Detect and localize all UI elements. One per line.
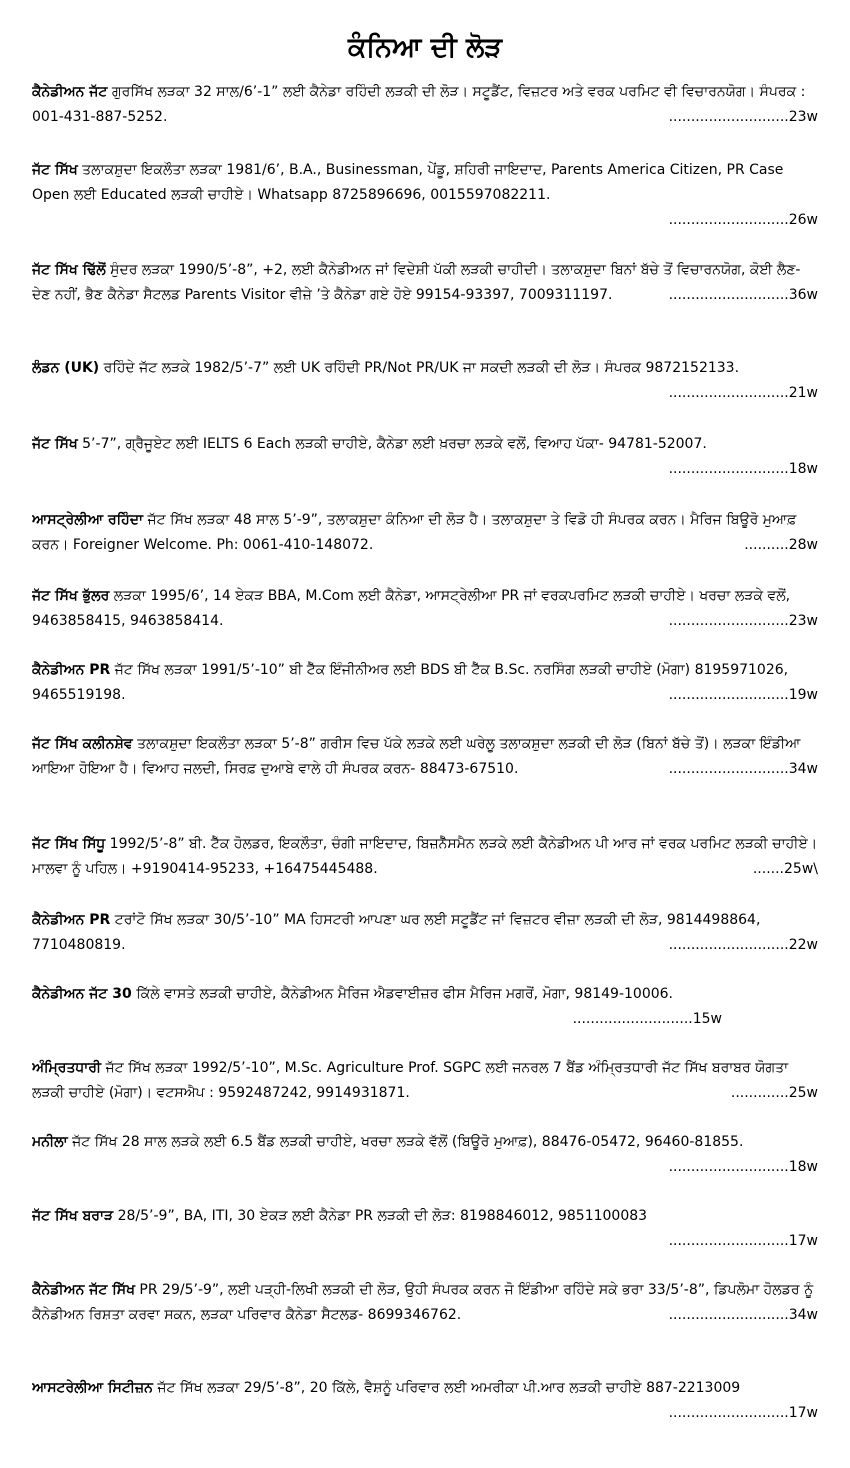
classifieds-page [32, 28, 818, 1421]
ad-2 [32, 158, 818, 233]
ad-body: ਰਹਿੰਦੇ ਜੱਟ ਲੜਕੇ 1982/5’-7” ਲਈ UK ਰਹਿੰਦੀ PR/Not PR/UK ਜਾ ਸਕਦੀ ਲੜਕੀ ਦੀ ਲੋੜ। ਸੰਪਰਕ 9872152133. [99, 360, 740, 376]
ad-lead: ਅੰਮ੍ਰਿਤਧਾਰੀ [32, 1060, 102, 1076]
ad-lead: ਜੱਟ ਸਿੱਖ ਭੁੱਲਰ [32, 588, 110, 604]
ad-body: ਜੱਟ ਸਿੱਖ ਲੜਕਾ 1992/5’-10”, M.Sc. Agriculture Prof. SGPC ਲਈ ਜਨਰਲ 7 ਬੈਂਡ ਅੰਮ੍ਰਿਤਧਾਰੀ ਜੱਟ ਸਿੱਖ ਬਰਾਬਰ ਯੋਗਤਾ ਲੜਕੀ ਚਾਹੀਏ (ਮੋਗਾ)। ਵਟਸਐਪ : 9592487242, 9914931871. [32, 1060, 789, 1101]
ad-11 [32, 908, 818, 958]
ad-4 [32, 356, 818, 406]
ad-code: ...........................19w [668, 687, 818, 703]
page-title: ਕੰਨਿਆ ਦੀ ਲੋੜ [347, 32, 503, 63]
ad-5 [32, 432, 818, 482]
ad-lead: ਕੈਨੇਡੀਅਨ ਜੱਟ [32, 84, 108, 100]
ad-lead: ਜੱਟ ਸਿੱਖ ਸਿੱਧੂ [32, 836, 106, 852]
ad-8 [32, 658, 818, 708]
ad-body: ਜੱਟ ਸਿੱਖ ਲੜਕਾ 48 ਸਾਲ 5’-9”, ਤਲਾਕਸ਼ੁਦਾ ਕੰਨਿਆ ਦੀ ਲੋੜ ਹੈ। ਤਲਾਕਸ਼ੁਦਾ ਤੇ ਵਿਡੋ ਹੀ ਸੰਪਰਕ ਕਰਨ। ਮੈਰਿਜ ਬਿਊਰੋ ਮੁਆਫ਼ ਕਰਨ। Foreigner Welcome. Ph: 0061-410-148072. [32, 512, 797, 553]
ad-body: ਸੁੰਦਰ ਲੜਕਾ 1990/5’-8”, +2, ਲਈ ਕੈਨੇਡੀਅਨ ਜਾਂ ਵਿਦੇਸ਼ੀ ਪੱਕੀ ਲੜਕੀ ਚਾਹੀਦੀ। ਤਲਾਕਸ਼ੁਦਾ ਬਿਨਾਂ ਬੱਚੇ ਤੋਂ ਵਿਚਾਰਨਯੋਗ, ਕੋਈ ਲੈਣ-ਦੇਣ ਨਹੀਂ, ਭੈਣ ਕੈਨੇਡਾ ਸੈਟਲਡ Parents Visitor ਵੀਜ਼ੇ ’ਤੇ ਕੈਨੇਡਾ ਗਏ ਹੋਏ 99154-93397, 7009311197. [32, 262, 801, 303]
ad-6 [32, 508, 818, 558]
ad-16 [32, 1278, 818, 1328]
ad-code: ..........28w [744, 537, 818, 553]
ad-lead: ਜੱਟ ਸਿੱਖ ਬਰਾੜ [32, 1208, 114, 1224]
ad-body: ਟਰਾਂਟੋ ਸਿੱਖ ਲੜਕਾ 30/5’-10” MA ਹਿਸਟਰੀ ਆਪਣਾ ਘਰ ਲਈ ਸਟੂਡੈਂਟ ਜਾਂ ਵਿਜ਼ਟਰ ਵੀਜ਼ਾ ਲੜਕੀ ਦੀ ਲੋੜ, 9814498864, 7710480819. [32, 912, 761, 953]
ad-body: ਲੜਕਾ 1995/6’, 14 ਏਕੜ BBA, M.Com ਲਈ ਕੈਨੇਡਾ, ਆਸਟ੍ਰੇਲੀਆ PR ਜਾਂ ਵਰਕਪਰਮਿਟ ਲੜਕੀ ਚਾਹੀਏ। ਖਰਚਾ ਲੜਕੇ ਵਲੋਂ, 9463858415, 9463858414. [32, 588, 791, 629]
ad-lead: ਲੰਡਨ (UK) [32, 360, 100, 376]
ad-code: ...........................18w [668, 461, 818, 477]
ad-15 [32, 1204, 818, 1254]
ad-code: .......25w\ [752, 861, 818, 877]
ad-code: ...........................23w [668, 613, 818, 629]
ad-code: ...........................17w [668, 1405, 818, 1421]
ad-code: ...........................36w [668, 287, 818, 303]
ad-lead: ਕੈਨੇਡੀਅਨ ਜੱਟ 30 [32, 986, 132, 1002]
ad-17 [32, 1376, 818, 1426]
ad-12 [32, 982, 818, 1032]
ad-lead: ਮਨੀਲਾ [32, 1134, 68, 1150]
ad-body: ਜੱਟ ਸਿੱਖ ਲੜਕਾ 1991/5’-10” ਬੀ ਟੈੱਕ ਇੰਜੀਨੀਅਰ ਲਈ BDS ਬੀ ਟੈੱਕ B.Sc. ਨਰਸਿੰਗ ਲੜਕੀ ਚਾਹੀਏ (ਮੋਗਾ) 8195971026, 9465519198. [32, 662, 789, 703]
ad-body: ਜੱਟ ਸਿੱਖ ਲੜਕਾ 29/5’-8”, 20 ਕਿੱਲੇ, ਵੈਸ਼ਨੂੰ ਪਰਿਵਾਰ ਲਈ ਅਮਰੀਕਾ ਪੀ.ਆਰ ਲੜਕੀ ਚਾਹੀਏ 887-2213009 [152, 1380, 741, 1396]
ad-code: ...........................17w [668, 1233, 818, 1249]
ad-10 [32, 832, 818, 882]
ad-14 [32, 1130, 818, 1180]
ad-code: ...........................23w [668, 109, 818, 125]
ad-body: ਜੱਟ ਸਿੱਖ 28 ਸਾਲ ਲੜਕੇ ਲਈ 6.5 ਬੈਂਡ ਲੜਕੀ ਚਾਹੀਏ, ਖਰਚਾ ਲੜਕੇ ਵੱਲੋਂ (ਬਿਊਰੋ ਮੁਆਫ਼), 88476-05472, 96460-81855. [67, 1134, 744, 1150]
ad-body: ਤਲਾਕਸ਼ੁਦਾ ਇਕਲੌਤਾ ਲੜਕਾ 1981/6’, B.A., Businessman, ਪੇਂਡੂ, ਸ਼ਹਿਰੀ ਜਾਇਦਾਦ, Parents America Citizen, PR Case Open ਲਈ Educated ਲੜਕੀ ਚਾਹੀਏ। Whatsapp 8725896696, 0015597082211. [32, 162, 784, 203]
ad-body: ਕਿੱਲੇ ਵਾਸਤੇ ਲੜਕੀ ਚਾਹੀਏ, ਕੈਨੇਡੀਅਨ ਮੈਰਿਜ ਐਡਵਾਈਜ਼ਰ ਫੀਸ ਮੈਰਿਜ ਮਗਰੋਂ, ਮੋਗਾ, 98149-10006. [131, 986, 674, 1002]
ad-code: ...........................22w [668, 937, 818, 953]
ad-3 [32, 258, 818, 308]
ad-body: ਗੁਰਸਿੱਖ ਲੜਕਾ 32 ਸਾਲ/6’-1” ਲਈ ਕੈਨੇਡਾ ਰਹਿੰਦੀ ਲੜਕੀ ਦੀ ਲੋੜ। ਸਟੂਡੈਂਟ, ਵਿਜ਼ਟਰ ਅਤੇ ਵਰਕ ਪਰਮਿਟ ਵੀ ਵਿਚਾਰਨਯੋਗ। ਸੰਪਰਕ : 001-431-887-5252. [32, 84, 806, 125]
ad-code: ...........................18w [668, 1159, 818, 1175]
ad-lead: ਜੱਟ ਸਿੱਖ [32, 162, 78, 178]
ad-body: PR 29/5’-9”, ਲਈ ਪੜ੍ਹੀ-ਲਿਖੀ ਲੜਕੀ ਦੀ ਲੋੜ, ਉਹੀ ਸੰਪਰਕ ਕਰਨ ਜੋ ਇੰਡੀਆ ਰਹਿੰਦੇ ਸਕੇ ਭਰਾ 33/5’-8”, ਡਿਪਲੋਮਾ ਹੋਲਡਰ ਨੂੰ ਕੈਨੇਡੀਅਨ ਰਿਸ਼ਤਾ ਕਰਵਾ ਸਕਨ, ਲੜਕਾ ਪਰਿਵਾਰ ਕੈਨੇਡਾ ਸੈਟਲਡ- 8699346762. [32, 1282, 814, 1323]
ad-body: 1992/5’-8” ਬੀ. ਟੈੱਕ ਹੋਲਡਰ, ਇਕਲੌਤਾ, ਚੰਗੀ ਜਾਇਦਾਦ, ਬਿਜ਼ਨੈੱਸਮੈਨ ਲੜਕੇ ਲਈ ਕੈਨੇਡੀਅਨ ਪੀ ਆਰ ਜਾਂ ਵਰਕ ਪਰਮਿਟ ਲੜਕੀ ਚਾਹੀਏ। ਮਾਲਵਾ ਨੂੰ ਪਹਿਲ। +9190414-95233, +16475445488. [32, 836, 818, 877]
ad-lead: ਕੈਨੇਡੀਅਨ PR [32, 912, 111, 928]
ad-lead: ਆਸਟਰੇਲੀਆ ਸਿਟੀਜ਼ਨ [32, 1380, 153, 1396]
ad-body: 28/5’-9”, BA, ITI, 30 ਏਕੜ ਲਈ ਕੈਨੇਡਾ PR ਲੜਕੀ ਦੀ ਲੋੜ: 8198846012, 9851100083 [113, 1208, 648, 1224]
ad-1 [32, 80, 818, 130]
ad-code: ...........................34w [668, 1307, 818, 1323]
ad-code: ...........................26w [668, 212, 818, 228]
ad-code: ...........................21w [668, 385, 818, 401]
ad-code: ...........................34w [668, 761, 818, 777]
ad-lead: ਕੈਨੇਡੀਅਨ PR [32, 662, 111, 678]
ad-lead: ਜੱਟ ਸਿੱਖ ਢਿੱਲੋਂ [32, 262, 106, 278]
ad-7 [32, 584, 818, 634]
ad-lead: ਜੱਟ ਸਿੱਖ ਕਲੀਨਸ਼ੇਵ [32, 736, 133, 752]
ad-13 [32, 1056, 818, 1106]
ad-code: ...........................15w [572, 1011, 722, 1027]
ad-lead: ਜੱਟ ਸਿੱਖ [32, 436, 78, 452]
ad-lead: ਕੈਨੇਡੀਅਨ ਜੱਟ ਸਿੱਖ [32, 1282, 135, 1298]
ad-code: .............25w [730, 1085, 818, 1101]
ad-body: 5’-7”, ਗ੍ਰੈਜੂਏਟ ਲਈ IELTS 6 Each ਲੜਕੀ ਚਾਹੀਏ, ਕੈਨੇਡਾ ਲਈ ਖ਼ਰਚਾ ਲੜਕੇ ਵਲੋਂ, ਵਿਆਹ ਪੱਕਾ- 94781-52007. [77, 436, 707, 452]
ad-9 [32, 732, 818, 782]
ad-lead: ਆਸਟ੍ਰੇਲੀਆ ਰਹਿੰਦਾ [32, 512, 144, 528]
ad-body: ਤਲਾਕਸ਼ੁਦਾ ਇਕਲੌਤਾ ਲੜਕਾ 5’-8” ਗਰੀਸ ਵਿਚ ਪੱਕੇ ਲੜਕੇ ਲਈ ਘਰੇਲੂ ਤਲਾਕਸ਼ੁਦਾ ਲੜਕੀ ਦੀ ਲੋੜ (ਬਿਨਾਂ ਬੱਚੇ ਤੋਂ)। ਲੜਕਾ ਇੰਡੀਆ ਆਇਆ ਹੋਇਆ ਹੈ। ਵਿਆਹ ਜਲਦੀ, ਸਿਰਫ਼ ਦੁਆਬੇ ਵਾਲੇ ਹੀ ਸੰਪਰਕ ਕਰਨ- 88473-67510. [32, 736, 801, 777]
